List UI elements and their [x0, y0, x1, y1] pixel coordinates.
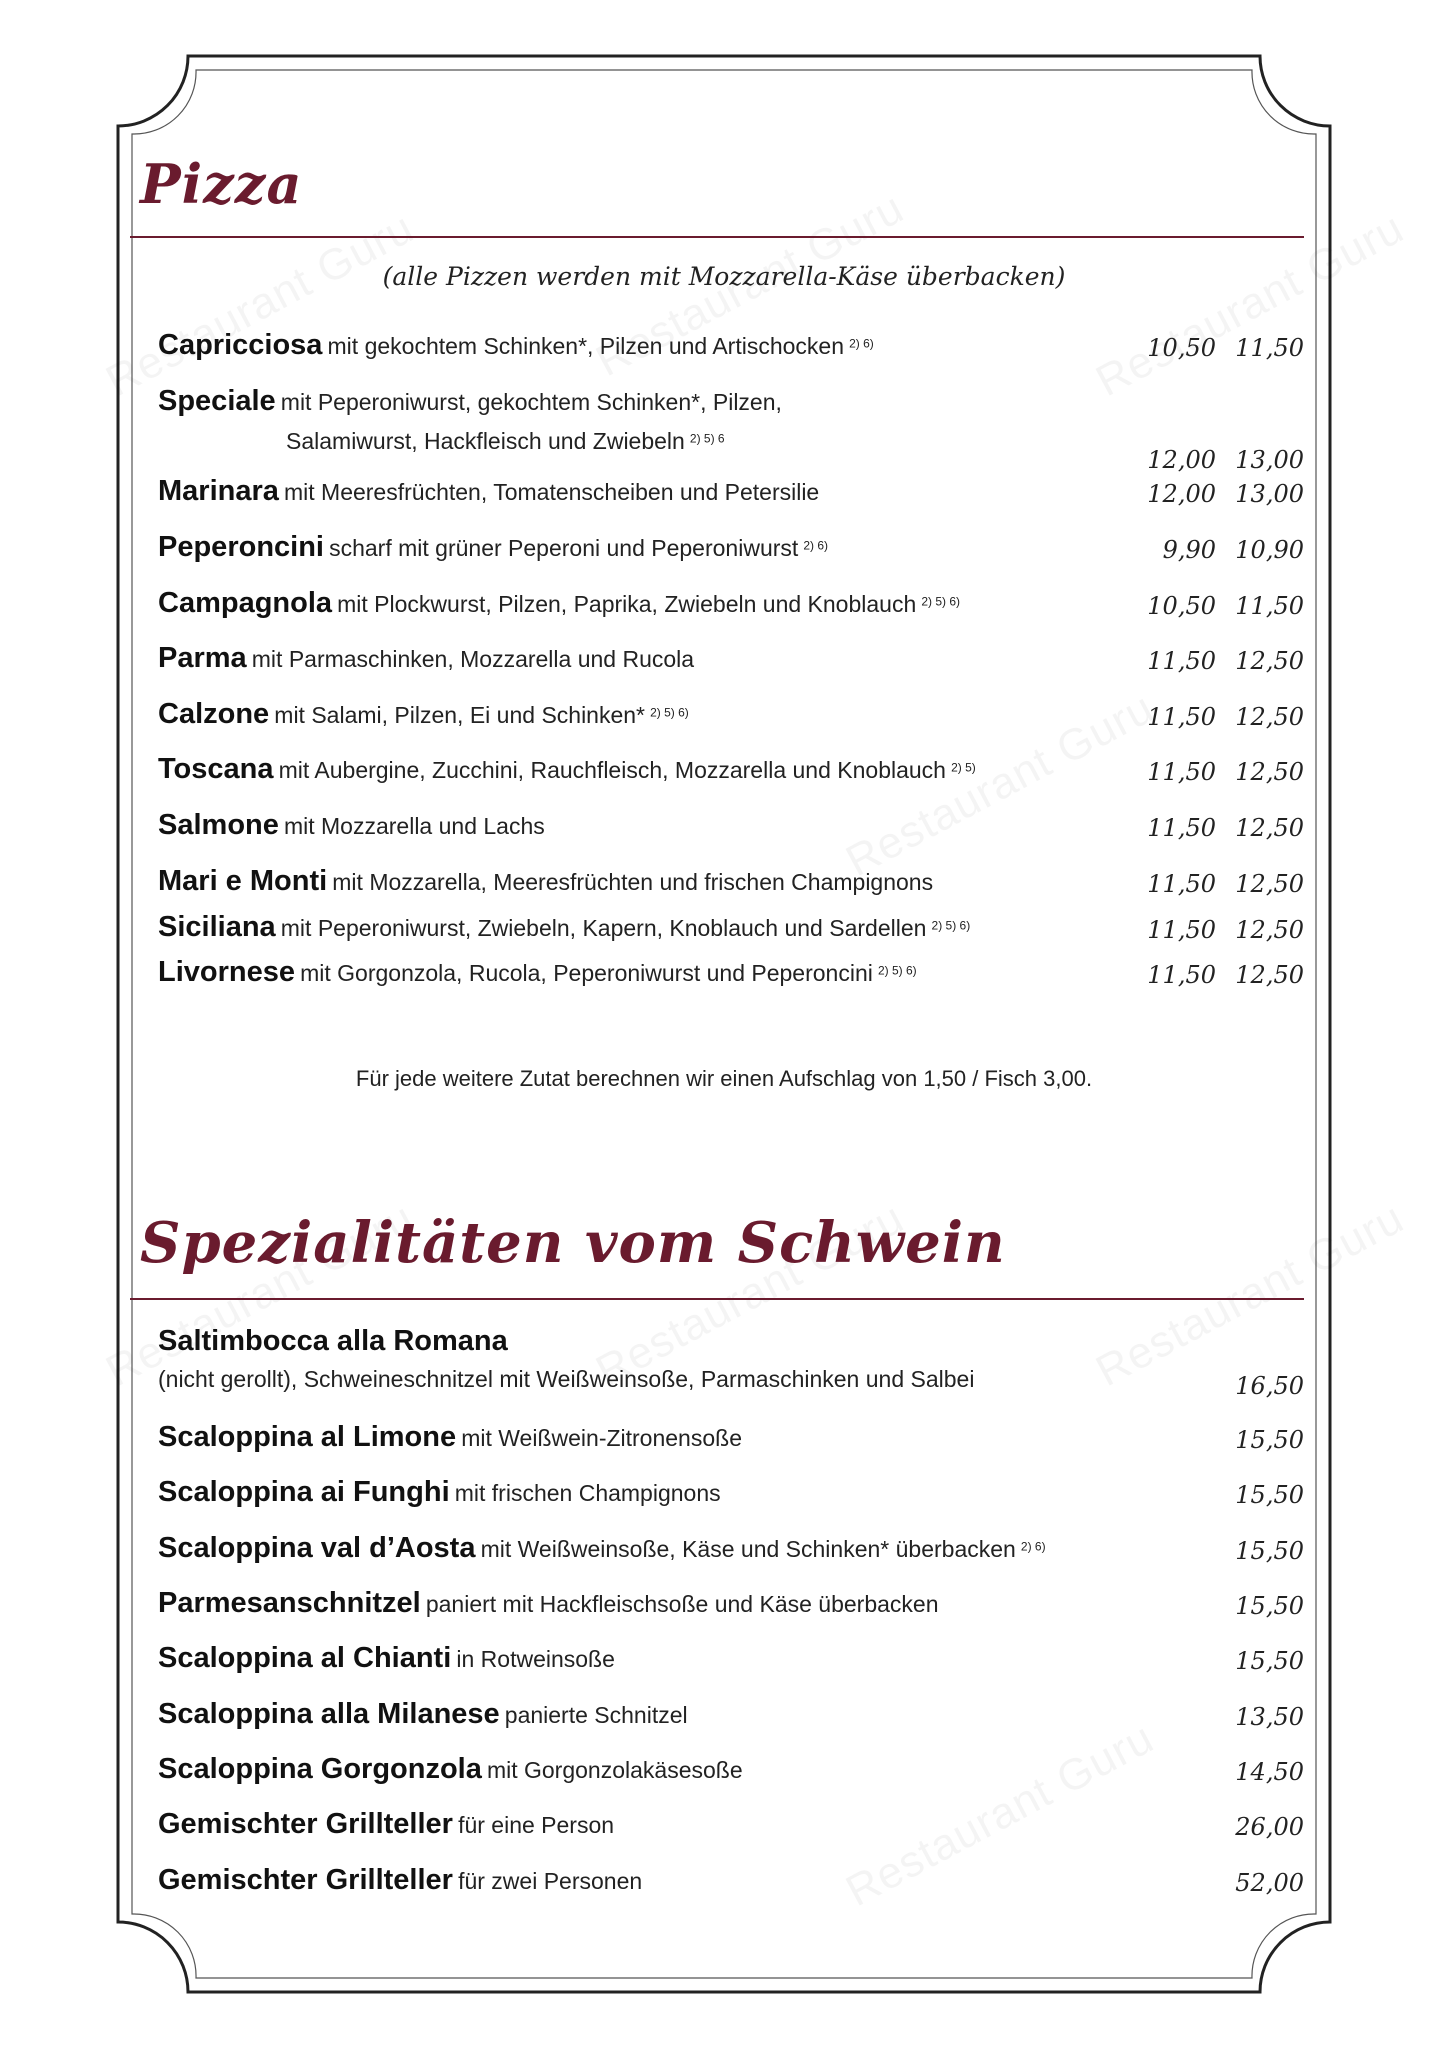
pizza-section-title: Pizza — [140, 152, 303, 216]
price-large: 12,50 — [1235, 814, 1304, 842]
item-name: Scaloppina al Limone — [158, 1421, 457, 1453]
price-small: 10,50 — [1147, 592, 1216, 620]
price: 15,50 — [1235, 1592, 1304, 1620]
menu-item — [158, 1475, 1304, 1515]
menu-item — [158, 1697, 1304, 1737]
item-name: Gemischter Grillteller — [158, 1864, 453, 1896]
item-name: Scaloppina ai Funghi — [158, 1476, 450, 1508]
item-footnote: 2) 6) — [1020, 1539, 1046, 1554]
item-description: mit Salami, Pilzen, Ei und Schinken* — [274, 702, 646, 728]
menu-item — [158, 1752, 1304, 1792]
pizza-subtitle: (alle Pizzen werden mit Mozzarella-Käse überbacken) — [382, 262, 1066, 291]
item-description: in Rotweinsoße — [456, 1646, 615, 1672]
item-name: Salmone — [158, 809, 279, 841]
price-large: 13,00 — [1235, 480, 1304, 508]
menu-item — [158, 1324, 1304, 1400]
price-large: 11,50 — [1235, 592, 1304, 620]
item-name: Peperoncini — [158, 531, 324, 563]
item-name: Speciale — [158, 385, 276, 417]
menu-item — [158, 1863, 1304, 1903]
menu-item — [158, 1420, 1304, 1460]
item-footnote: 2) 6) — [803, 538, 829, 553]
item-name: Livornese — [158, 956, 295, 988]
item-name: Mari e Monti — [158, 865, 328, 897]
item-description: für zwei Personen — [458, 1868, 643, 1894]
menu-item — [158, 1807, 1304, 1847]
item-description: mit Aubergine, Zucchini, Rauchfleisch, Mozzarella und Knoblauch — [278, 757, 946, 783]
price: 16,50 — [1235, 1372, 1304, 1400]
item-description-cont: (nicht gerollt), Schweineschnitzel mit Weißweinsoße, Parmaschinken und Salbei — [158, 1366, 975, 1392]
item-name: Siciliana — [158, 911, 276, 943]
item-footnote: 2) 5) — [951, 760, 976, 775]
price: 15,50 — [1235, 1426, 1304, 1454]
item-description: mit Peperoniwurst, gekochtem Schinken*, Pilzen, — [280, 389, 782, 415]
item-description: mit Meeresfrüchten, Tomatenscheiben und Petersilie — [283, 479, 820, 505]
schwein-section-title: Spezialitäten vom Schwein — [140, 1210, 1006, 1276]
menu-item — [158, 808, 1304, 848]
menu-item — [158, 474, 1304, 514]
price: 14,50 — [1235, 1758, 1304, 1786]
price-small: 12,00 — [1147, 446, 1216, 474]
price-large: 10,90 — [1235, 536, 1304, 564]
price-large: 11,50 — [1235, 334, 1304, 362]
item-description: scharf mit grüner Peperoni und Peperoniwurst — [329, 535, 799, 561]
item-name: Scaloppina al Chianti — [158, 1642, 452, 1674]
item-description: mit Peperoniwurst, Zwiebeln, Kapern, Knoblauch und Sardellen — [280, 915, 927, 941]
price-small: 11,50 — [1147, 647, 1216, 675]
item-footnote: 2) 5) 6) — [921, 594, 961, 609]
pizza-title-rule — [130, 236, 1304, 238]
price-small: 11,50 — [1147, 961, 1216, 989]
price-large: 12,50 — [1235, 703, 1304, 731]
menu-item — [158, 586, 1304, 626]
item-name: Campagnola — [158, 587, 333, 619]
price: 15,50 — [1235, 1537, 1304, 1565]
item-name: Gemischter Grillteller — [158, 1808, 453, 1840]
item-description: mit gekochtem Schinken*, Pilzen und Artischocken — [327, 333, 845, 359]
item-footnote: 2) 5) 6 — [689, 431, 725, 446]
price-large: 12,50 — [1235, 961, 1304, 989]
price-small: 10,50 — [1147, 334, 1216, 362]
item-description: mit Weißweinsoße, Käse und Schinken* überbacken — [480, 1536, 1016, 1562]
item-description: mit Weißwein-Zitronensoße — [461, 1425, 742, 1451]
item-description: mit Gorgonzolakäsesoße — [486, 1757, 743, 1783]
item-name: Calzone — [158, 698, 270, 730]
item-name: Toscana — [158, 753, 274, 785]
menu-item — [158, 1641, 1304, 1681]
price: 26,00 — [1235, 1813, 1304, 1841]
item-name: Capricciosa — [158, 329, 323, 361]
menu-item — [158, 384, 1304, 474]
price-small: 12,00 — [1147, 480, 1216, 508]
item-name: Saltimbocca alla Romana — [158, 1325, 508, 1357]
item-footnote: 2) 5) 6) — [877, 963, 917, 978]
menu-item — [158, 641, 1304, 681]
price: 15,50 — [1235, 1647, 1304, 1675]
menu-item — [158, 1586, 1304, 1626]
item-footnote: 2) 5) 6) — [650, 705, 689, 720]
menu-item — [158, 1531, 1304, 1571]
item-description: mit Mozzarella, Meeresfrüchten und frischen Champignons — [332, 869, 934, 895]
price-small: 11,50 — [1147, 814, 1216, 842]
item-description: mit Mozzarella und Lachs — [283, 813, 545, 839]
price-small: 11,50 — [1147, 870, 1216, 898]
item-name: Parmesanschnitzel — [158, 1587, 421, 1619]
price-small: 11,50 — [1147, 916, 1216, 944]
item-description: für eine Person — [458, 1812, 615, 1838]
price-small: 11,50 — [1147, 758, 1216, 786]
menu-item — [158, 864, 1304, 904]
item-description: mit frischen Champignons — [454, 1480, 721, 1506]
item-description: panierte Schnitzel — [504, 1702, 688, 1728]
menu-item — [158, 530, 1304, 570]
pizza-surcharge-note: Für jede weitere Zutat berechnen wir einen Aufschlag von 1,50 / Fisch 3,00. — [355, 1066, 1093, 1091]
menu-item — [158, 697, 1304, 737]
item-name: Parma — [158, 642, 247, 674]
item-description: mit Gorgonzola, Rucola, Peperoniwurst und Peperoncini — [300, 960, 873, 986]
price-large: 12,50 — [1235, 758, 1304, 786]
menu-item — [158, 910, 1304, 950]
price-large: 12,50 — [1235, 647, 1304, 675]
price-large: 13,00 — [1235, 446, 1304, 474]
item-name: Scaloppina val d’Aosta — [158, 1532, 476, 1564]
price: 15,50 — [1235, 1481, 1304, 1509]
item-name: Scaloppina alla Milanese — [158, 1698, 500, 1730]
item-name: Scaloppina Gorgonzola — [158, 1753, 482, 1785]
price-large: 12,50 — [1235, 916, 1304, 944]
item-name: Marinara — [158, 475, 279, 507]
menu-item — [158, 752, 1304, 792]
price: 52,00 — [1235, 1869, 1304, 1897]
item-description: mit Plockwurst, Pilzen, Paprika, Zwiebeln und Knoblauch — [337, 591, 917, 617]
item-description-cont: Salamiwurst, Hackfleisch und Zwiebeln — [286, 428, 685, 454]
price-small: 11,50 — [1147, 703, 1216, 731]
item-description: paniert mit Hackfleischsoße und Käse überbacken — [425, 1591, 939, 1617]
price: 13,50 — [1235, 1703, 1304, 1731]
menu-item — [158, 328, 1304, 368]
item-footnote: 2) 5) 6) — [931, 918, 971, 933]
item-footnote: 2) 6) — [849, 336, 874, 351]
menu-item — [158, 955, 1304, 995]
schwein-title-rule — [130, 1298, 1304, 1300]
item-description: mit Parmaschinken, Mozzarella und Rucola — [251, 646, 695, 672]
price-large: 12,50 — [1235, 870, 1304, 898]
price-small: 9,90 — [1162, 536, 1216, 564]
